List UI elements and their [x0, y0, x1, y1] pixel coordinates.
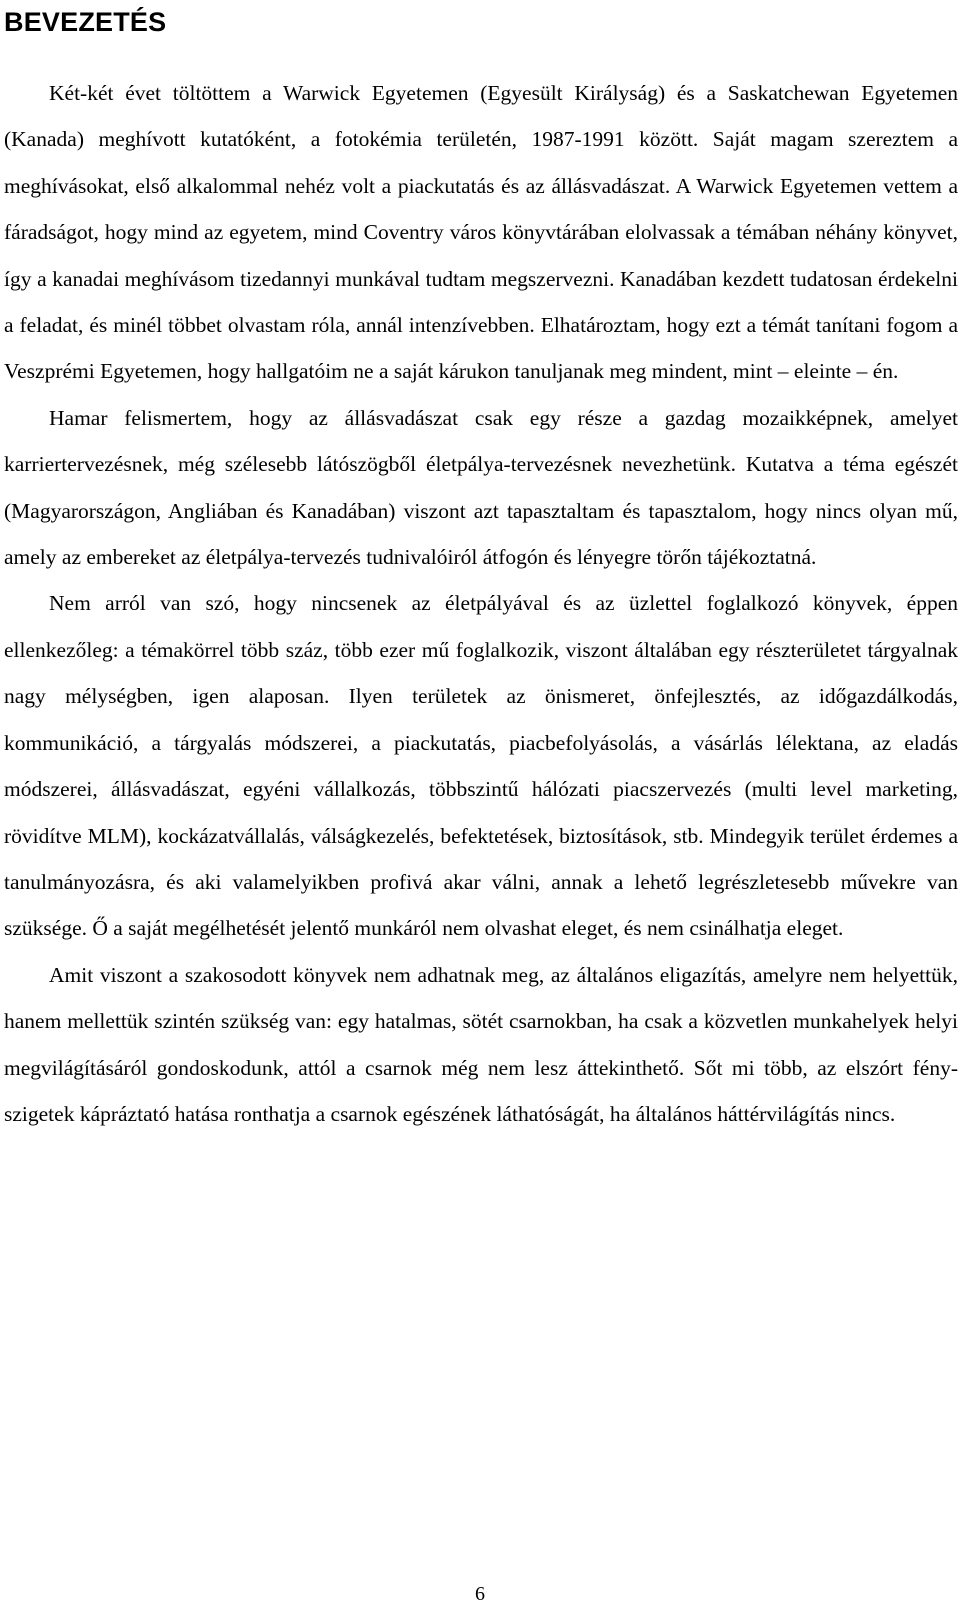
paragraph-4: Amit viszont a szakosodott könyvek nem adhatnak meg, az általános eligazítás, amelyre nem helyettük, hanem mellettük szintén szükség van: egy hatalmas, sötét csarnokban, ha csak a közvetlen munkahelyek helyi megvilágításáról gondoskodunk, attól a csarnok még nem lesz áttekinthető. Sőt mi több, az elszórt fény-szigetek kápráztató hatása ronthatja a csarnok egészének láthatóságát, ha általános háttérvilágítás nincs. — [4, 962, 958, 1126]
paragraph-1: Két-két évet töltöttem a Warwick Egyetemen (Egyesült Királyság) és a Saskatchewan Egyetemen (Kanada) meghívott kutatóként, a fotokémia területén, 1987-1991 között. Saját magam szereztem a meghívásokat, első alkalommal nehéz volt a piackutatás és az állásvadászat. A Warwick Egyetemen vettem a fáradságot, hogy mind az egyetem, mind Coventry város könyvtárában elolvassak a témában néhány könyvet, így a kanadai meghívásom tizedannyi munkával tudtam megszervezni. Kanadában kezdett tudatosan érdekelni a feladat, és minél többet olvastam róla, annál intenzívebben. Elhatároztam, hogy ezt a témát tanítani fogom a Veszprémi Egyetemen, hogy hallgatóim ne a saját kárukon tanuljanak meg mindent, mint – eleinte – én. — [4, 81, 958, 384]
paragraph-2: Hamar felismertem, hogy az állásvadászat csak egy része a gazdag mozaikképnek, amelyet karriertervezésnek, még szélesebb látószögből életpálya-tervezésnek nevezhetünk. Kutatva a téma egészét (Magyarországon, Angliában és Kanadában) viszont azt tapasztaltam és tapasztalom, hogy nincs olyan mű, amely az embereket az életpálya-tervezés tudnivalóiról átfogón és lényegre törőn tájékoztatná. — [4, 405, 958, 570]
body-text — [4, 70, 958, 1137]
page-number: 6 — [475, 1583, 485, 1605]
section-heading: BEVEZETÉS — [4, 7, 167, 37]
paragraph-3: Nem arról van szó, hogy nincsenek az életpályával és az üzlettel foglalkozó könyvek, éppen ellenkezőleg: a témakörrel több száz, több ezer mű foglalkozik, viszont általában egy részterületet tárgyalnak nagy mélységben, igen alaposan. Ilyen területek az önismeret, önfejlesztés, az időgazdálkodás, kommunikáció, a tárgyalás módszerei, a piackutatás, piacbefolyásolás, a vásárlás lélektana, az eladás módszerei, állásvadászat, egyéni vállalkozás, többszintű hálózati piacszervezés (multi level marketing, rövidítve MLM), kockázatvállalás, válságkezelés, befektetések, biztosítások, stb. Mindegyik terület érdemes a tanulmányozásra, és aki valamelyikben profivá akar válni, annak a lehető legrészletesebb művekre van szüksége. Ő a saját megélhetését jelentő munkáról nem olvashat eleget, és nem csinálhatja eleget. — [4, 591, 958, 941]
